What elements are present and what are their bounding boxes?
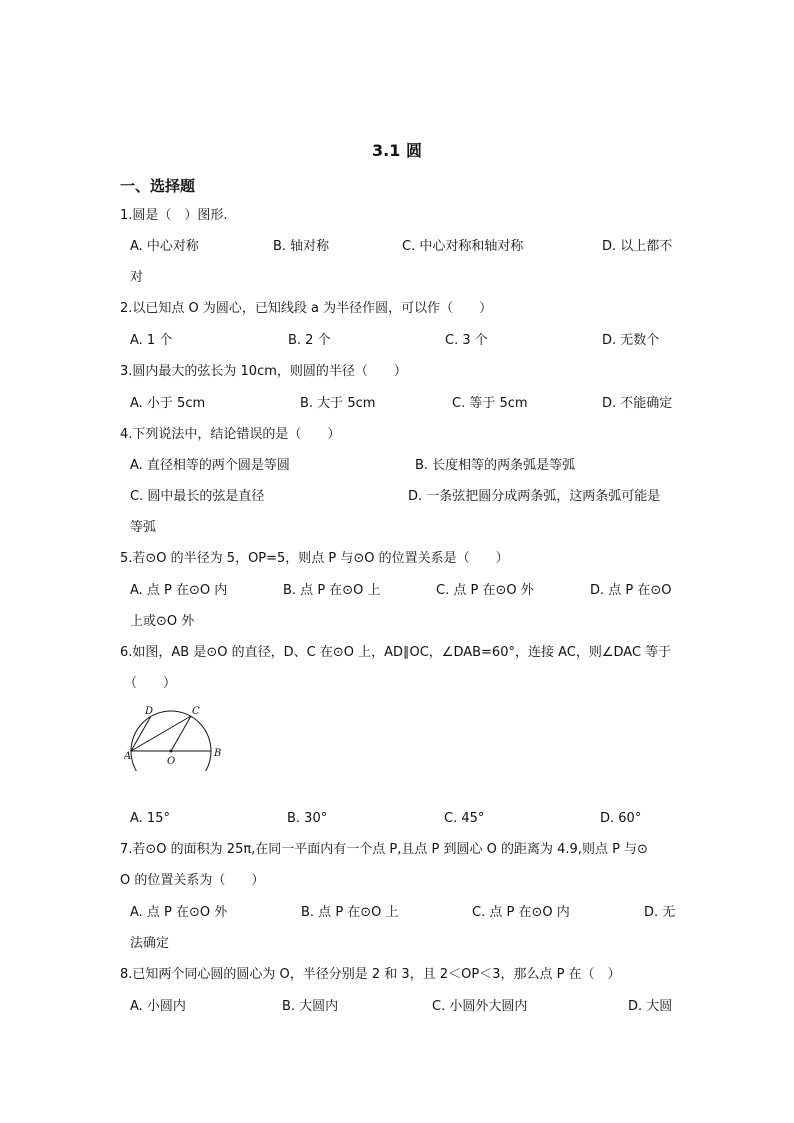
- q2-option-a[interactable]: A. 1 个: [130, 333, 173, 348]
- question-7-stem: 7.若⊙O 的面积为 25π,在同一平面内有一个点 P,且点 P 到圆心 O 的距离为 4.9,则点 P 与⊙: [120, 842, 648, 857]
- q5-option-a[interactable]: A. 点 P 在⊙O 内: [130, 583, 228, 598]
- center-point: [170, 750, 173, 753]
- q3-option-d[interactable]: D. 不能确定: [602, 396, 673, 411]
- q6-option-a[interactable]: A. 15°: [130, 811, 170, 826]
- question-2-stem: 2.以已知点 O 为圆心，已知线段 a 为半径作圆，可以作（ ）: [120, 301, 493, 316]
- q7-option-d-cont: 法确定: [130, 936, 170, 951]
- question-8-stem: 8.已知两个同心圆的圆心为 O，半径分别是 2 和 3，且 2＜OP＜3，那么点 P 在（ ）: [120, 967, 621, 982]
- q8-option-b[interactable]: B. 大圆内: [282, 999, 339, 1014]
- question-1-options: [130, 237, 675, 257]
- question-3-options: [130, 394, 675, 414]
- q2-option-d[interactable]: D. 无数个: [602, 333, 660, 348]
- q5-option-d[interactable]: D. 点 P 在⊙O: [590, 583, 672, 598]
- question-1-stem: 1.圆是（ ）图形.: [120, 208, 228, 223]
- question-4-options-row1: [130, 456, 675, 476]
- q7-option-c[interactable]: C. 点 P 在⊙O 内: [472, 905, 570, 920]
- question-6-stem: 6.如图，AB 是⊙O 的直径，D、C 在⊙O 上，AD∥OC，∠DAB=60°，连接 AC，则∠DAC 等于: [120, 645, 672, 660]
- question-5-stem: 5.若⊙O 的半径为 5，OP=5，则点 P 与⊙O 的位置关系是（ ）: [120, 551, 509, 566]
- question-2-options: [130, 331, 675, 351]
- label-c: C: [192, 706, 200, 717]
- question-7-stem-cont: O 的位置关系为（ ）: [120, 873, 265, 888]
- q7-option-d[interactable]: D. 无: [644, 905, 676, 920]
- question-3-stem: 3.圆内最大的弦长为 10cm，则圆的半径（ ）: [120, 364, 407, 379]
- question-6-options: [130, 809, 675, 829]
- q4-option-b[interactable]: B. 长度相等的两条弧是等弧: [415, 458, 576, 473]
- label-b: B: [214, 748, 222, 759]
- q5-option-b[interactable]: B. 点 P 在⊙O 上: [283, 583, 381, 598]
- q1-option-b[interactable]: B. 轴对称: [273, 239, 330, 254]
- q2-option-c[interactable]: C. 3 个: [445, 333, 488, 348]
- q4-option-d-cont: 等弧: [130, 520, 157, 535]
- q8-option-a[interactable]: A. 小圆内: [130, 999, 186, 1014]
- q4-option-c[interactable]: C. 圆中最长的弦是直径: [130, 489, 265, 504]
- q1-option-c[interactable]: C. 中心对称和轴对称: [402, 239, 524, 254]
- q4-option-a[interactable]: A. 直径相等的两个圆是等圆: [130, 458, 290, 473]
- q2-option-b[interactable]: B. 2 个: [288, 333, 331, 348]
- q3-option-c[interactable]: C. 等于 5cm: [452, 396, 528, 411]
- q7-option-a[interactable]: A. 点 P 在⊙O 外: [130, 905, 228, 920]
- q8-option-d[interactable]: D. 大圆: [628, 999, 673, 1014]
- chord-ad: [131, 716, 151, 751]
- question-4-options-row2: [130, 487, 675, 507]
- question-7-options: [130, 903, 675, 923]
- q3-option-a[interactable]: A. 小于 5cm: [130, 396, 206, 411]
- label-d: D: [145, 706, 154, 717]
- q6-option-d[interactable]: D. 60°: [600, 811, 642, 826]
- section-heading: 一、选择题: [120, 177, 196, 195]
- q4-option-d[interactable]: D. 一条弦把圆分成两条弧，这两条弧可能是: [408, 489, 661, 504]
- q6-option-b[interactable]: B. 30°: [287, 811, 328, 826]
- q5-option-d-cont: 上或⊙O 外: [130, 614, 195, 629]
- question-5-options: [130, 581, 675, 601]
- circle-figure: [124, 703, 226, 771]
- q6-option-c[interactable]: C. 45°: [444, 811, 485, 826]
- page-title: 3.1 圆: [372, 141, 422, 160]
- question-6-answer-blank: （ ）: [124, 676, 177, 691]
- question-8-options: [130, 997, 675, 1017]
- q3-option-b[interactable]: B. 大于 5cm: [300, 396, 376, 411]
- label-o: O: [167, 756, 176, 767]
- q1-option-d-cont: 对: [130, 270, 144, 285]
- q5-option-c[interactable]: C. 点 P 在⊙O 外: [436, 583, 534, 598]
- q1-option-d[interactable]: D. 以上都不: [602, 239, 673, 254]
- q8-option-c[interactable]: C. 小圆外大圆内: [432, 999, 528, 1014]
- segment-oc: [171, 716, 191, 751]
- q1-option-a[interactable]: A. 中心对称: [130, 239, 199, 254]
- q7-option-b[interactable]: B. 点 P 在⊙O 上: [301, 905, 399, 920]
- chord-ac: [131, 716, 191, 751]
- label-a: A: [124, 751, 132, 762]
- question-4-stem: 4.下列说法中，结论错误的是（ ）: [120, 427, 341, 442]
